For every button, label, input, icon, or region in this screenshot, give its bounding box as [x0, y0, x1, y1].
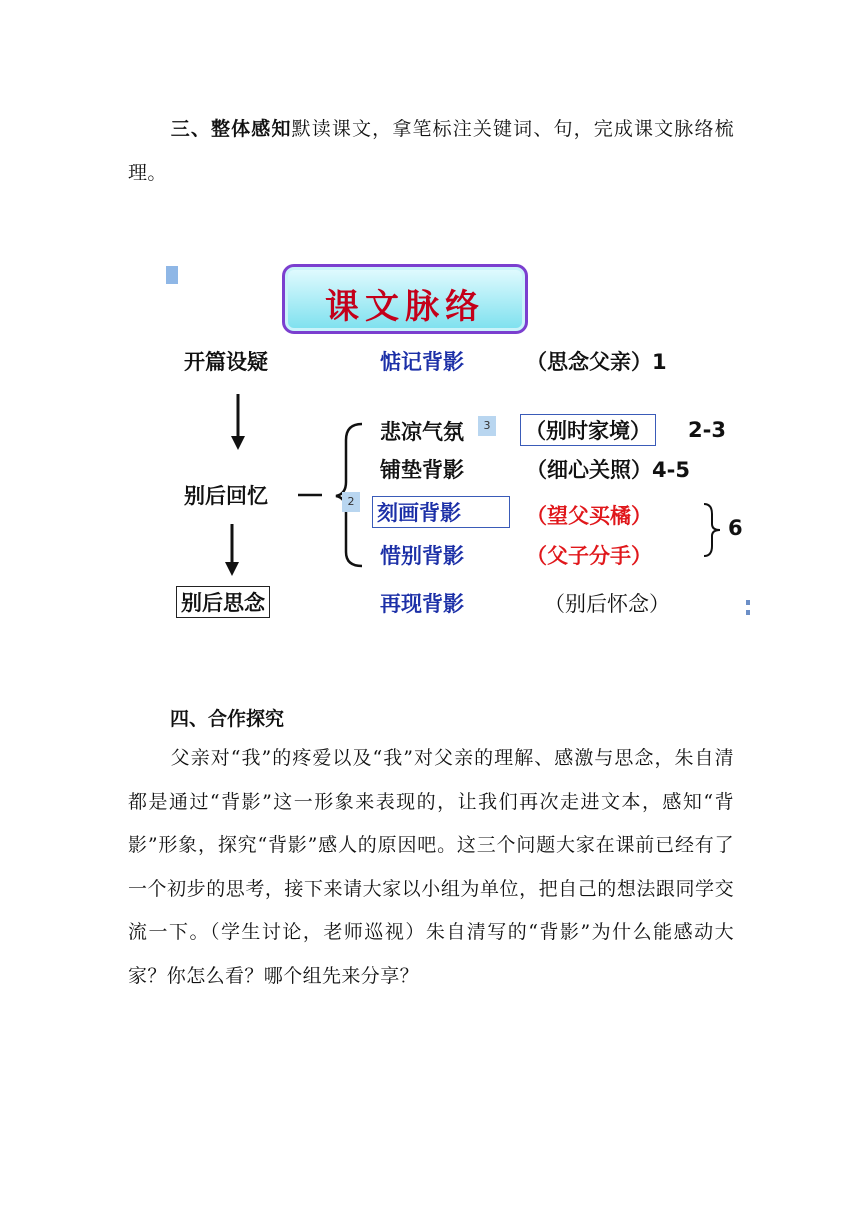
- arrow-down-icon: [222, 522, 242, 578]
- row-note: （别时家境）: [520, 414, 656, 446]
- section3-heading: 三、整体感知: [170, 118, 292, 140]
- row-label: 铺垫背影: [380, 458, 464, 482]
- diagram-title-box: [282, 264, 528, 334]
- section4-text: 父亲对“我”的疼爱以及“我”对父亲的理解、感激与思念，朱自清都是通过“背影”这一形象来表现的，让我们再次走进文本，感知“背影”形象，探究“背影”感人的原因吧。这三个问题大家在课前已经有了一个初步的思考，接下来请大家以小组为单位，把自己的想法跟同学交流一下。（学生讨论，老师巡视）朱自清写的“背影”为什么能感动大家？你怎么看？哪个组先来分享？: [128, 747, 734, 987]
- marker-2: 2: [342, 492, 360, 512]
- edge-artifact: [746, 600, 750, 605]
- row-label: 再现背影: [380, 592, 464, 616]
- outline-diagram: [160, 252, 760, 632]
- diagram-title: 课文脉络: [325, 287, 485, 327]
- row-label: 悲凉气氛: [380, 420, 464, 444]
- left-start: 开篇设疑: [184, 350, 268, 374]
- row-note: （细心关照）4-5: [526, 458, 690, 482]
- section4-heading: 四、合作探究: [170, 708, 285, 730]
- edge-artifact: [166, 266, 178, 284]
- section3-text: 默读课文，拿笔标注关键词、句，完成课文脉络梳理。: [128, 118, 734, 184]
- row-label: 刻画背影: [372, 496, 510, 528]
- left-middle: 别后回忆: [184, 484, 268, 508]
- connector-icon: [298, 488, 328, 502]
- row-note: （思念父亲）1: [526, 350, 667, 374]
- edge-artifact: [746, 610, 750, 615]
- brace-number: 6: [728, 516, 743, 540]
- marker-3: 3: [478, 416, 496, 436]
- row-label: 惜别背影: [380, 544, 464, 568]
- row-label: 惦记背影: [380, 350, 464, 374]
- row-note: （父子分手）: [526, 544, 652, 568]
- section4-paragraph: [128, 737, 734, 998]
- row-number: 2-3: [688, 418, 726, 442]
- left-end: 别后思念: [176, 586, 270, 618]
- small-brace-icon: [700, 502, 726, 558]
- row-note: （别后怀念）: [544, 592, 670, 616]
- arrow-down-icon: [228, 392, 248, 452]
- row-note: （望父买橘）: [526, 504, 652, 528]
- section3-paragraph: [128, 108, 734, 195]
